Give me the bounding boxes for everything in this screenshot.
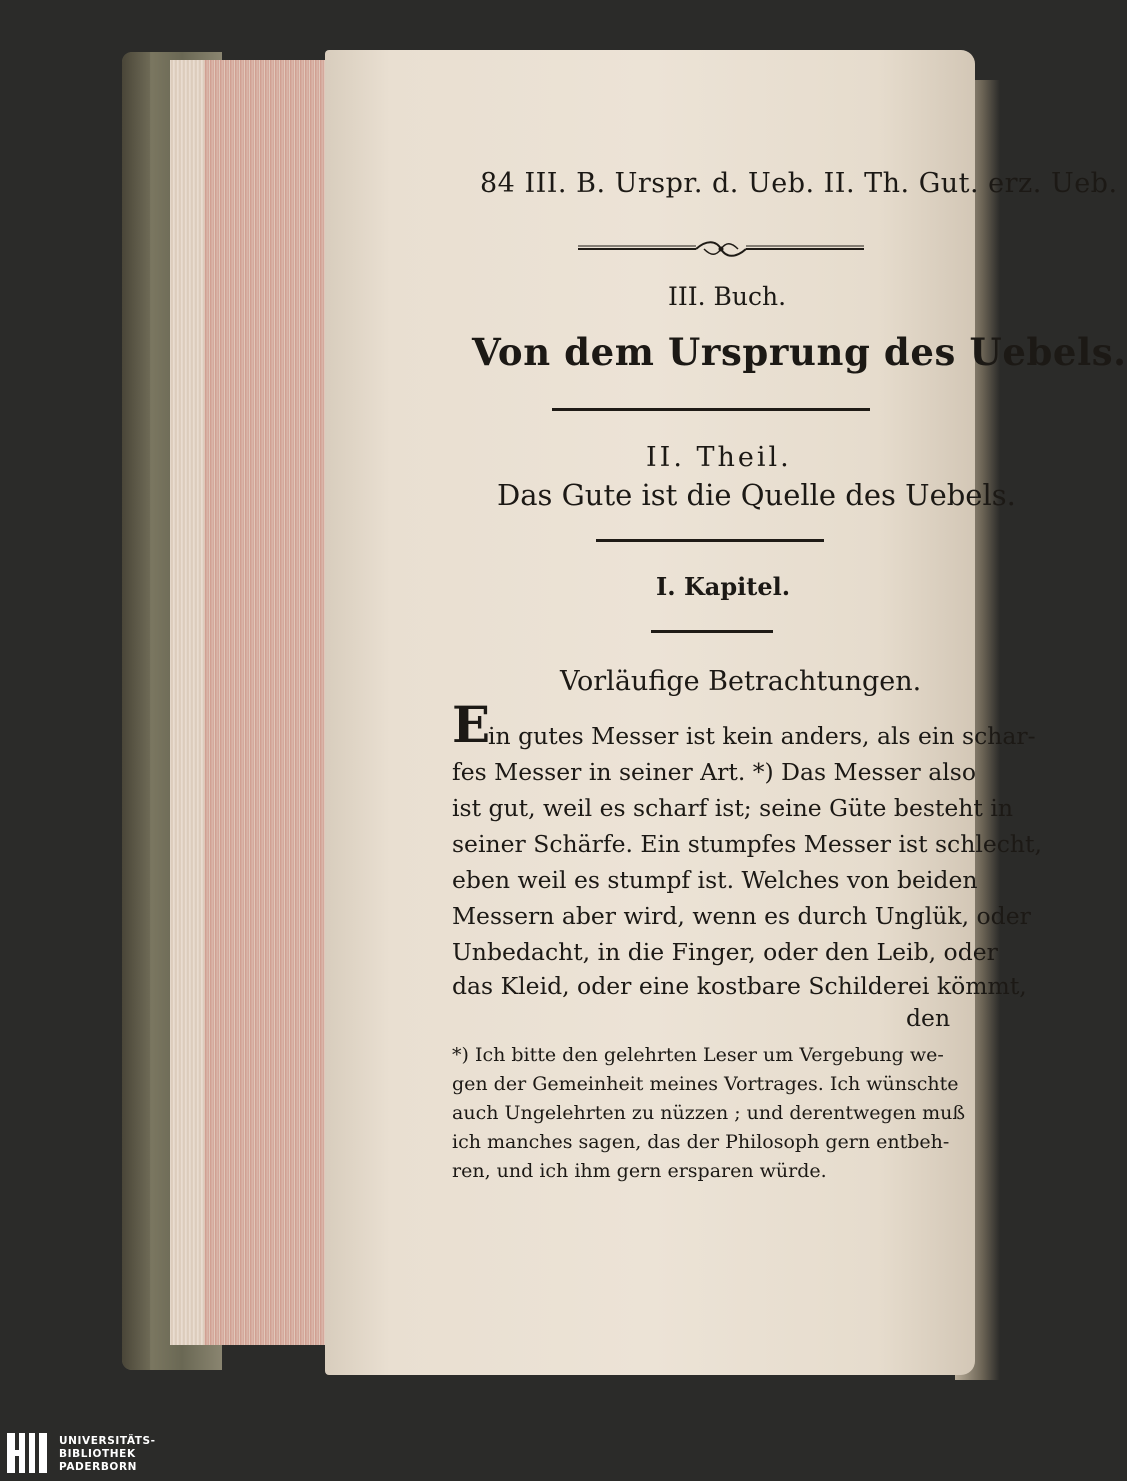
footnote-line: auch Ungelehrten zu nüzzen ; und derentwegen muß bbox=[452, 1102, 966, 1124]
body-line: ist gut, weil es scharf ist; seine Güte besteht in bbox=[452, 794, 1013, 822]
body-line: eben weil es stumpf ist. Welches von beiden bbox=[452, 866, 978, 894]
watermark-line: UNIVERSITÄTS- bbox=[59, 1435, 156, 1447]
library-watermark bbox=[6, 1430, 186, 1476]
title-rule bbox=[552, 408, 870, 411]
part-rule bbox=[596, 539, 824, 542]
drop-cap: E bbox=[452, 695, 491, 754]
book-cover-edge bbox=[122, 52, 150, 1370]
body-line: in gutes Messer ist kein anders, als ein schar- bbox=[488, 722, 1036, 750]
body-line: seiner Schärfe. Ein stumpfes Messer ist schlecht, bbox=[452, 830, 1042, 858]
body-line: das Kleid, oder eine kostbare Schilderei kömmt, bbox=[452, 972, 1027, 1000]
library-logo-icon bbox=[6, 1432, 50, 1474]
part-title: Das Gute ist die Quelle des Uebels. bbox=[497, 478, 1016, 512]
chapter-rule bbox=[651, 630, 773, 633]
catchword: den bbox=[906, 1004, 951, 1032]
book-heading: III. Buch. bbox=[668, 282, 787, 311]
part-heading: II. Theil. bbox=[646, 442, 792, 473]
chapter-heading: I. Kapitel. bbox=[656, 572, 791, 601]
body-line: Messern aber wird, wenn es durch Unglük, oder bbox=[452, 902, 1031, 930]
footnote-line: gen der Gemeinheit meines Vortrages. Ich wünschte bbox=[452, 1073, 959, 1095]
ornament-divider bbox=[576, 238, 866, 260]
section-title: Vorläufige Betrachtungen. bbox=[560, 666, 922, 697]
watermark-line: BIBLIOTHEK bbox=[59, 1448, 136, 1460]
watermark-line: PADERBORN bbox=[59, 1461, 138, 1473]
main-title: Von dem Ursprung des Uebels. bbox=[472, 330, 1127, 374]
footnote-line: ren, und ich ihm gern ersparen würde. bbox=[452, 1160, 827, 1182]
footnote-line: ich manches sagen, das der Philosoph gern entbeh- bbox=[452, 1131, 950, 1153]
body-line: Unbedacht, in die Finger, oder den Leib, oder bbox=[452, 938, 998, 966]
running-head: 84 III. B. Urspr. d. Ueb. II. Th. Gut. erz. Ueb. bbox=[480, 168, 1118, 199]
page-edges-light bbox=[170, 60, 204, 1345]
body-line: fes Messer in seiner Art. *) Das Messer also bbox=[452, 758, 976, 786]
footnote-line: *) Ich bitte den gelehrten Leser um Vergebung we- bbox=[452, 1044, 944, 1066]
